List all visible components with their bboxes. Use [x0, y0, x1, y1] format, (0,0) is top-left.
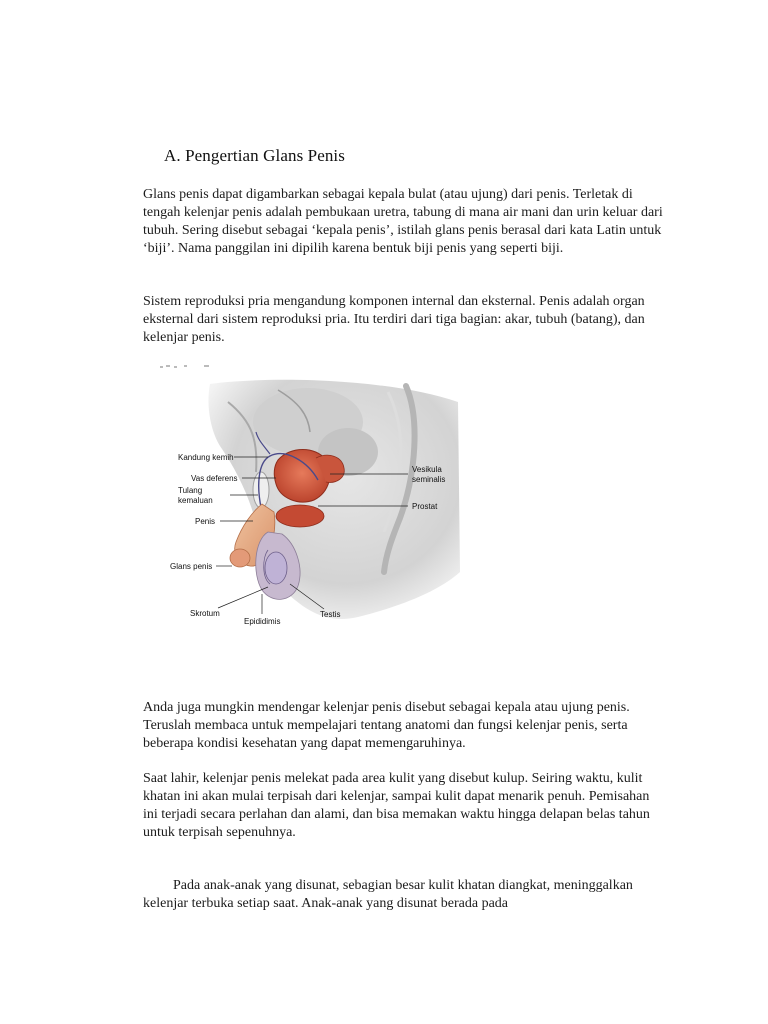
paragraph-definition: Glans penis dapat digambarkan sebagai kepala bulat (atau ujung) dari penis. Terletak di tengah kelenjar penis adalah pembukaan uretra, tabung di mana air mani dan urin keluar dari tubuh. Sering disebut sebagai ‘kepala penis’, istilah glans penis berasal dari kata Latin untuk ‘biji’. Nama panggilan ini dipilih karena bentuk biji penis yang seperti biji. [143, 187, 663, 256]
label-seminalis: seminalis [412, 475, 446, 484]
paragraph-circumcision: Pada anak-anak yang disunat, sebagian besar kulit khatan diangkat, meninggalkan kelenjar terbuka setiap saat. Anak-anak yang disunat berada pada [143, 878, 633, 911]
section-heading: A. Pengertian Glans Penis [164, 146, 345, 165]
label-tulang: Tulang [178, 486, 203, 495]
paragraph-foreskin: Saat lahir, kelenjar penis melekat pada area kulit yang disebut kulup. Seiring waktu, kulit khatan ini akan mulai terpisah dari kelenjar, sampai kulit dapat menarik penuh. Pemisahan ini terjadi secara perlahan dan alami, dan bisa memakan waktu hingga delapan belas tahun untuk terpisah sepenuhnya. [143, 771, 650, 840]
label-kandung-kemih: Kandung kemih [178, 453, 234, 462]
prostate-organ [276, 505, 324, 527]
faint-scan-marks [160, 365, 209, 368]
label-testis: Testis [320, 610, 341, 619]
paragraph-reproductive-system: Sistem reproduksi pria mengandung komponen internal dan eksternal. Penis adalah organ eksternal dari sistem reproduksi pria. Itu terdiri dari tiga bagian: akar, tubuh (batang), dan kelenjar penis. [143, 294, 645, 345]
label-glans-penis: Glans penis [170, 562, 213, 571]
label-penis: Penis [195, 517, 216, 526]
label-epididimis: Epididimis [244, 617, 281, 626]
label-vesikula: Vesikula [412, 465, 442, 474]
anatomy-illustration [158, 362, 490, 678]
label-kemaluan: kemaluan [178, 496, 213, 505]
label-skrotum: Skrotum [190, 609, 220, 618]
pubic-bone [253, 472, 269, 508]
paragraph-glans-names: Anda juga mungkin mendengar kelenjar penis disebut sebagai kepala atau ujung penis. Teruslah membaca untuk mempelajari tentang anatomi dan fungsi kelenjar penis, serta beberapa kondisi kesehatan yang dapat memengaruhinya. [143, 700, 630, 751]
glans-region [230, 549, 250, 567]
label-vas-deferens: Vas deferens [191, 474, 238, 483]
label-prostat: Prostat [412, 502, 438, 511]
testis-organ [265, 552, 287, 584]
